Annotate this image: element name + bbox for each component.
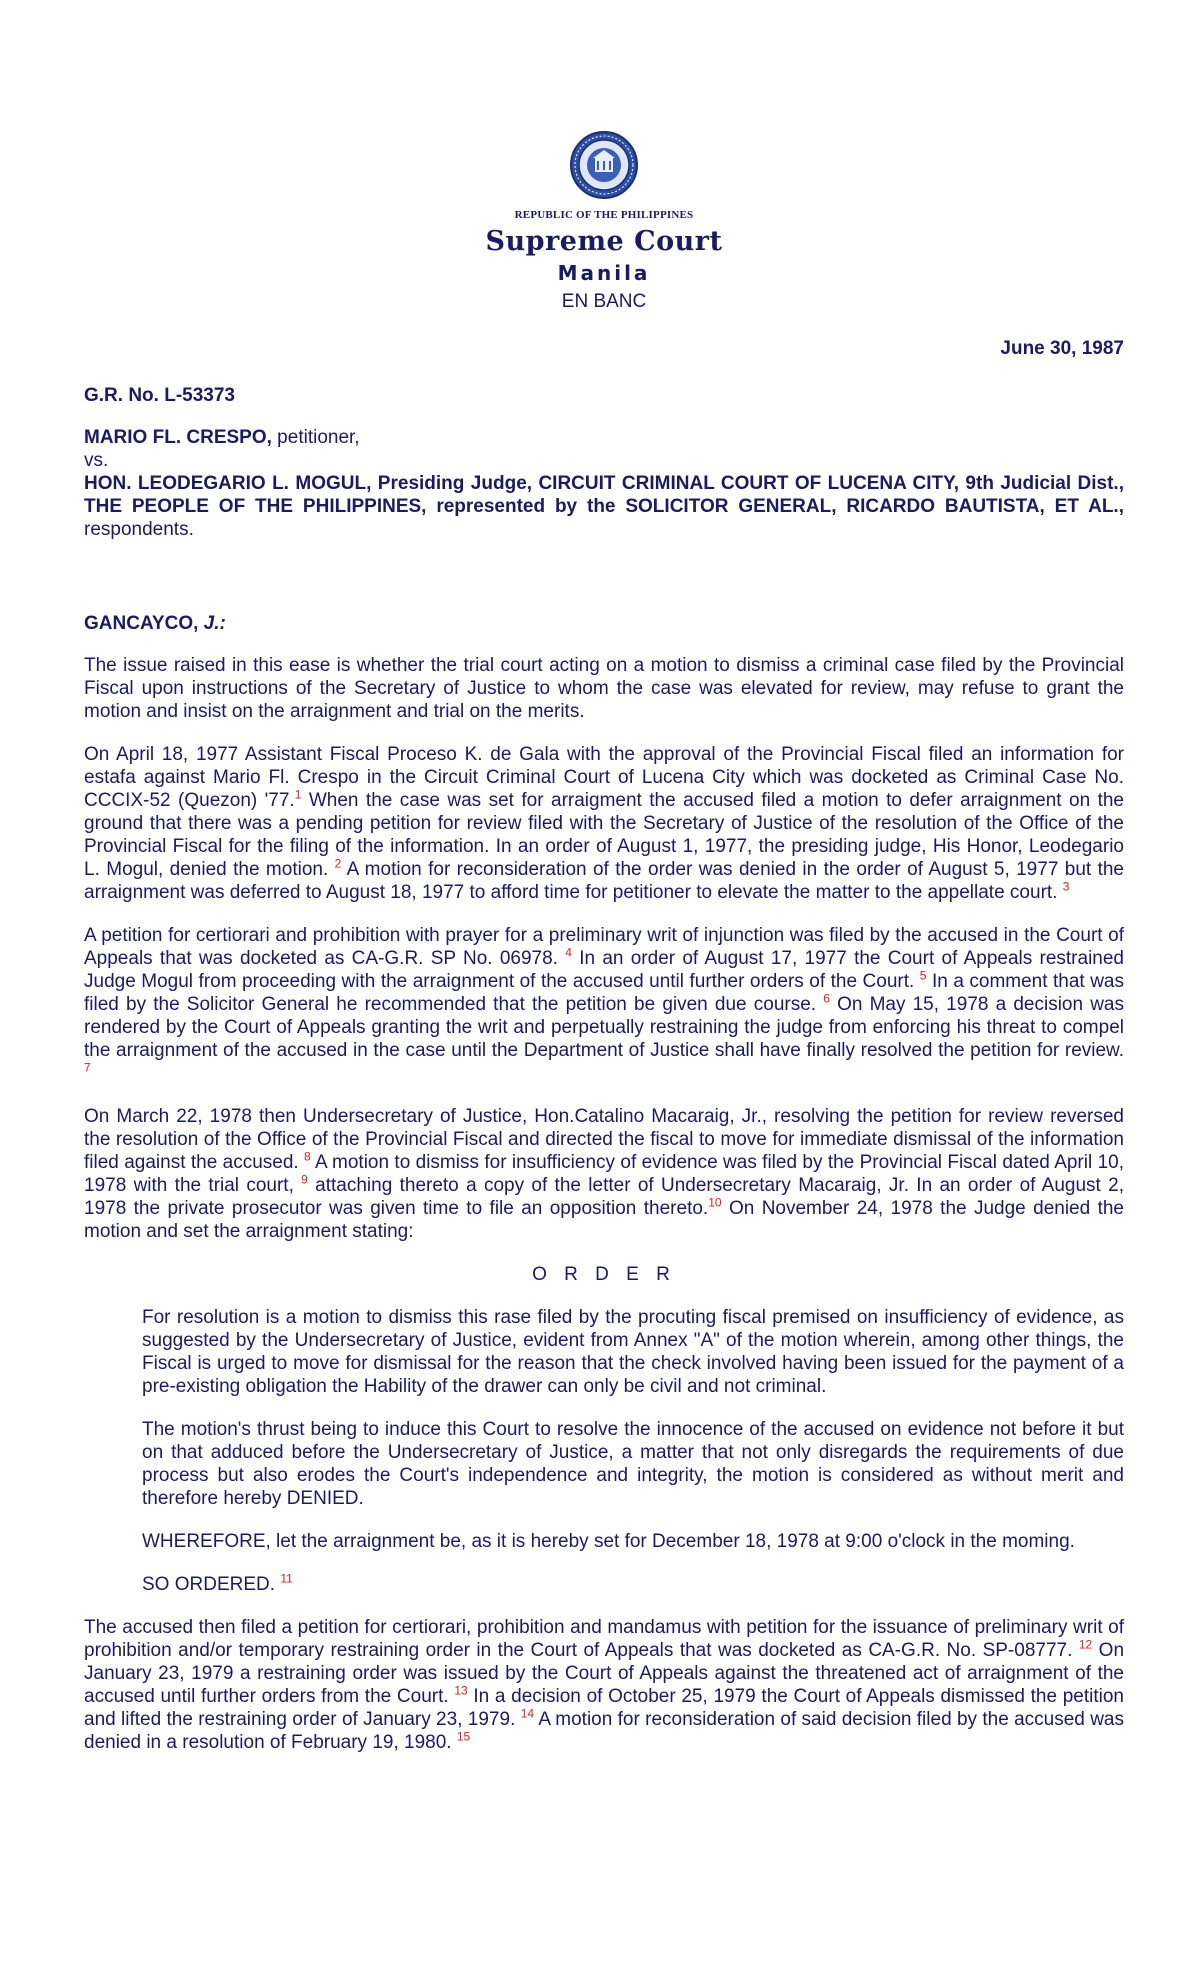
respondents-names: HON. LEODEGARIO L. MOGUL, Presiding Judge, CIRCUIT CRIMINAL COURT OF LUCENA CITY, 9th Judicial Dist., THE PEOPLE OF THE PHILIPPINES, represented by the SOLICITOR GENERAL, RICARDO BAUTISTA, ET AL.,: [84, 473, 1124, 517]
footnote-ref-8[interactable]: 8: [304, 1149, 311, 1164]
case-number: G.R. No. L-53373: [84, 385, 235, 406]
footnote-ref-15[interactable]: 15: [456, 1729, 471, 1744]
respondents-role: respondents.: [84, 519, 194, 540]
footnote-ref-11[interactable]: 11: [280, 1571, 293, 1586]
masthead: [84, 128, 1124, 313]
footnote-ref-7[interactable]: 7: [84, 1060, 91, 1075]
order-title: O R D E R: [532, 1264, 676, 1285]
paragraph-3: A petition for certiorari and prohibition with prayer for a preliminary writ of injunction was filed by the accused in the Court of Appeals that was docketed as CA-G.R. SP No. 06978. $^4$ In an order of August 17, 1977 the Court of Appeals restrained Judge Mogul from proceeding with the arraignment of the accused until further orders of the Court. $^5$ In a comment that was filed by the Solicitor General he recommended that the petition be given due course. $^6$ On May 15, 1978 a decision was rendered by the Court of Appeals granting the writ and perpetually restraining the judge from enforcing his threat to compel the arraignment of the accused in the case until the Department of Justice shall have finally resolved the petition for review. $^7$: [84, 925, 1124, 1075]
footnote-ref-6[interactable]: 6: [823, 991, 830, 1006]
quote-paragraph-1: For resolution is a motion to dismiss this rase filed by the procuting fiscal premised on insufficiency of evidence, as suggested by the Undersecretary of Justice, evident from Annex "A" of the motion wherein, among other things, the Fiscal is urged to move for dismissal for the reason that the check involved having been issued for the payment of a pre-existing obligation the Hability of the drawer can only be civil and not criminal.: [142, 1307, 1124, 1397]
respondents-line: [84, 472, 1124, 541]
footnote-ref-2[interactable]: 2: [334, 856, 342, 871]
paragraph-1: The issue raised in this ease is whether the trial court acting on a motion to dismiss a criminal case filed by the Provincial Fiscal upon instructions of the Secretary of Justice to whom the case was elevated for review, may refuse to grant the motion and insist on the arraignment and trial on the merits.: [84, 655, 1124, 722]
quote-paragraph-4: SO ORDERED. $^{11}$: [142, 1571, 293, 1595]
paragraph-5: The accused then filed a petition for certiorari, prohibition and mandamus with petition for the issuance of preliminary writ of prohibition and/or temporary restraining order in the Court of Appeals that was docketed as CA-G.R. No. SP-08777. $^{12}$ On January 23, 1979 a restraining order was issued by the Court of Appeals against the threatened act of arraignment of the accused until further orders from the Court. $^{13}$ In a decision of October 25, 1979 the Court of Appeals dismissed the petition and lifted the restraining order of January 23, 1979. $^{14}$ A motion for reconsideration of said decision filed by the accused was denied in a resolution of February 19, 1980. $^{15}$: [84, 1617, 1125, 1753]
footnote-ref-5[interactable]: 5: [919, 968, 927, 983]
footnote-ref-10[interactable]: 10: [708, 1195, 722, 1210]
ponente-title: J.:: [198, 613, 226, 634]
court-heading: Supreme Court: [485, 226, 723, 257]
paragraph-2: On April 18, 1977 Assistant Fiscal Proceso K. de Gala with the approval of the Provincial Fiscal filed an information for estafa against Mario Fl. Crespo in the Circuit Criminal Court of Lucena City which was docketed as Criminal Case No. CCCIX-52 (Quezon) '77.$^1$ When the case was set for arraigment the accused filed a motion to defer arraignment on the ground that there was a pending petition for review filed with the Secretary of Justice of the resolution of the Office of the Provincial Fiscal for the filing of the information. In an order of August 1, 1977, the presiding judge, His Honor, Leodegario L. Mogul, denied the motion. $^2$ A motion for reconsideration of the order was denied in the order of August 5, 1977 but the arraignment was deferred to August 18, 1977 to afford time for petitioner to elevate the matter to the appellate court. $^3$: [84, 744, 1124, 903]
petitioner-line: [84, 426, 1124, 449]
quote-paragraph-2: The motion's thrust being to induce this Court to resolve the innocence of the accused on evidence not before it but on that adduced before the Undersecretary of Justice, a matter that not only disregards the requirements of due process but also erodes the Court's independence and integrity, the motion is considered as without merit and therefore hereby DENIED.: [142, 1419, 1124, 1509]
decision-date: June 30, 1987: [1000, 338, 1124, 359]
footnote-ref-14[interactable]: 14: [520, 1706, 535, 1721]
case-parties: [84, 426, 1124, 541]
decision-body: [84, 654, 1124, 1774]
petitioner-role: petitioner,: [271, 427, 360, 448]
ponente-name: GANCAYCO,: [84, 613, 199, 634]
footnote-ref-3[interactable]: 3: [1062, 879, 1070, 894]
versus: vs.: [84, 450, 109, 471]
paragraph-4: On March 22, 1978 then Undersecretary of Justice, Hon.Catalino Macaraig, Jr., resolving the petition for review reversed the resolution of the Office of the Provincial Fiscal and directed the fiscal to move for immediate dismissal of the information filed against the accused. $^8$ A motion to dismiss for insufficiency of evidence was filed by the Provincial Fiscal dated April 10, 1978 with the trial court, $^9$ attaching thereto a copy of the letter of Undersecretary Macaraig, Jr. In an order of August 2, 1978 the private prosecutor was given time to file an opposition thereto.$^{10}$ On November 24, 1978 the Judge denied the motion and set the arraignment stating:: [84, 1106, 1124, 1242]
republic-heading: REPUBLIC OF THE PHILIPPINES: [514, 209, 694, 221]
footnote-ref-13[interactable]: 13: [454, 1683, 468, 1698]
quote-paragraph-3: WHEREFORE, let the arraignment be, as it is hereby set for December 18, 1978 at 9:00 o'clock in the moming.: [142, 1531, 1075, 1552]
ponente: [84, 612, 226, 635]
footnote-ref-4[interactable]: 4: [565, 945, 572, 960]
city-heading: Manila: [557, 261, 651, 285]
petitioner-name: MARIO FL. CRESPO,: [84, 427, 272, 448]
footnote-ref-12[interactable]: 12: [1078, 1637, 1093, 1652]
footnote-ref-9[interactable]: 9: [301, 1172, 308, 1187]
division-heading: EN BANC: [561, 291, 647, 312]
supreme-court-seal-icon: [569, 128, 639, 206]
footnote-ref-1[interactable]: 1: [294, 787, 302, 802]
